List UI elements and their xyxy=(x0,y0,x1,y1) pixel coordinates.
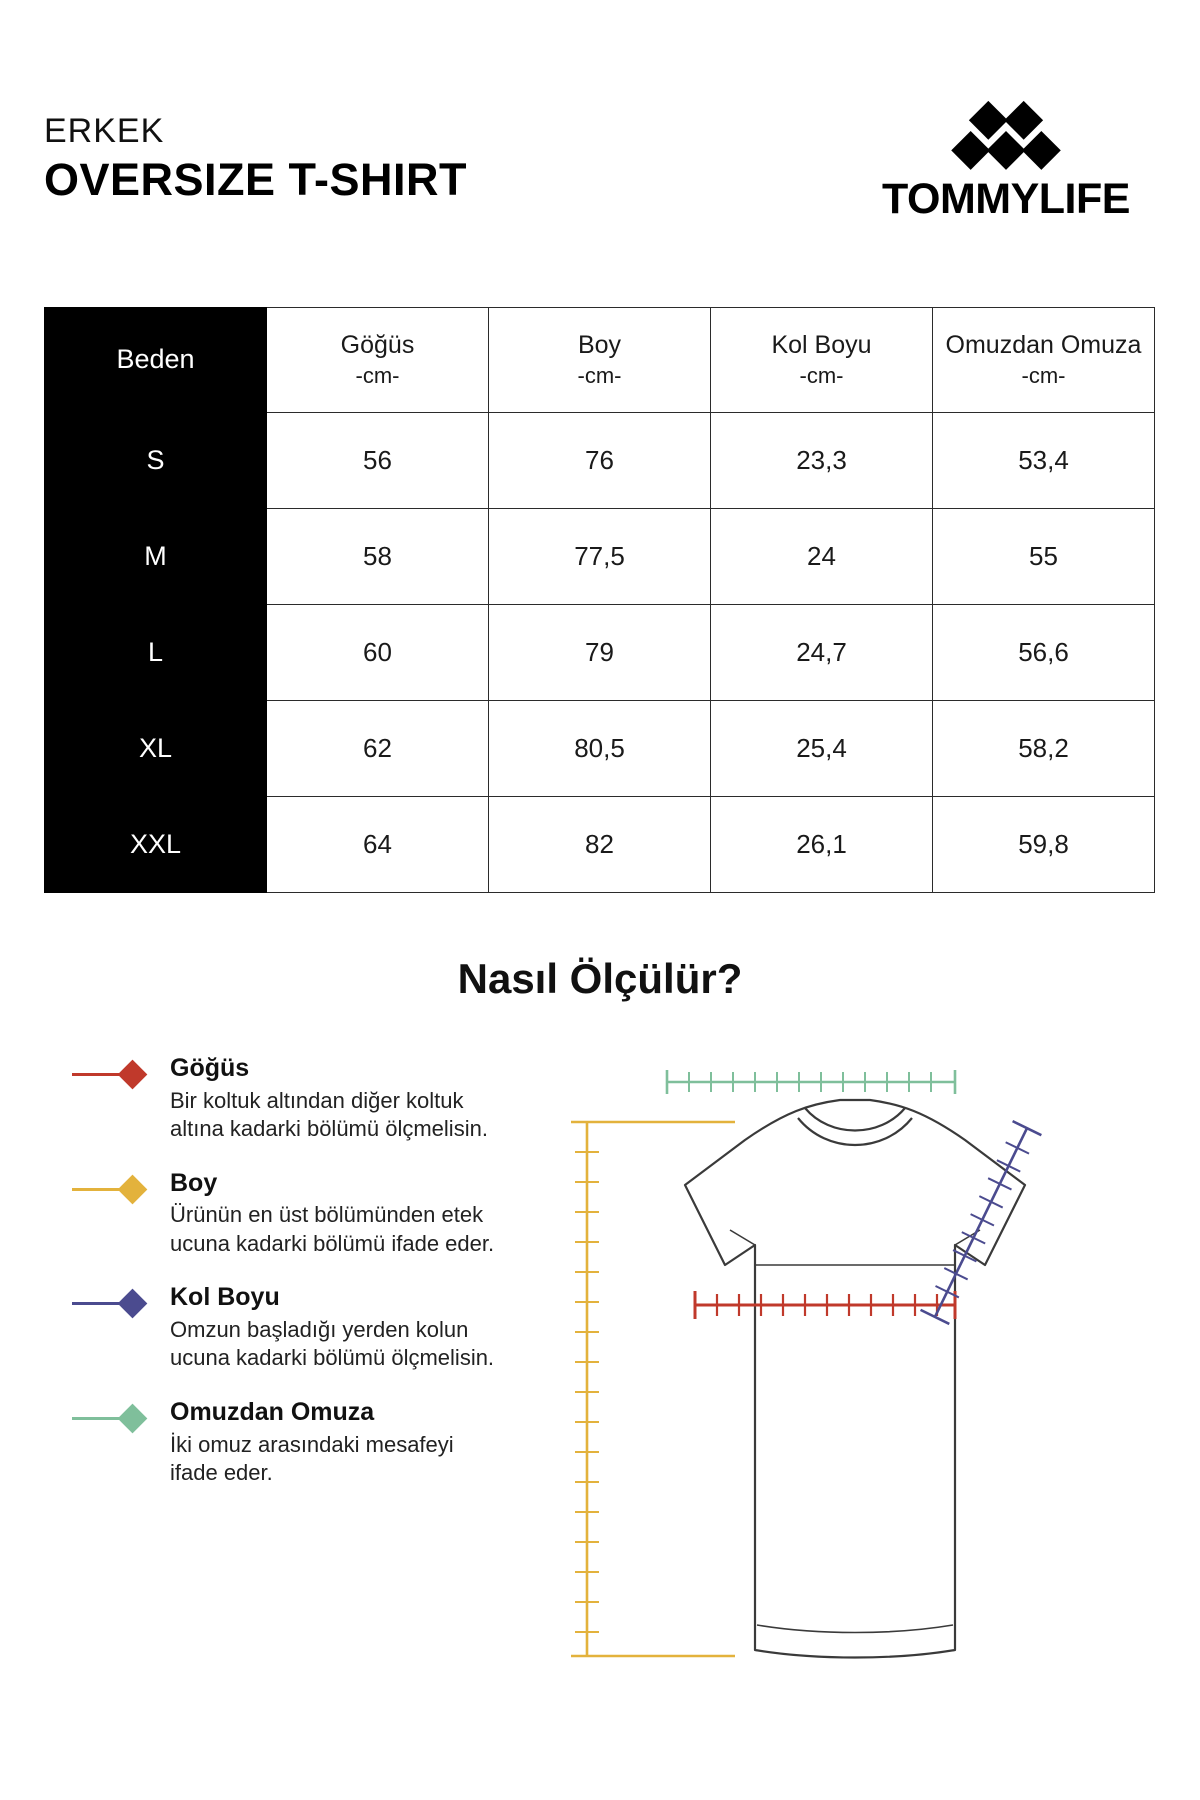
column-header-chest-unit: -cm- xyxy=(355,362,400,388)
cell-sleeve: 23,3 xyxy=(711,413,933,509)
column-header-length-label: Boy xyxy=(577,331,622,360)
cell-chest: 56 xyxy=(267,413,489,509)
cell-shoulder: 59,8 xyxy=(933,797,1155,893)
diamond-logo-icon xyxy=(856,100,1156,172)
legend-item-sleeve xyxy=(72,1284,502,1373)
column-header-sleeve-label: Kol Boyu xyxy=(771,331,872,360)
legend-item-chest xyxy=(72,1055,502,1144)
legend-desc-chest: Bir koltuk altından diğer koltuk altına kadarki bölümü ölçmelisin. xyxy=(170,1087,488,1142)
legend-desc-shoulder: İki omuz arasındaki mesafeyi ifade eder. xyxy=(170,1431,454,1486)
legend-item-length xyxy=(72,1170,502,1259)
shoulder-marker-icon xyxy=(72,1408,160,1430)
cell-length: 77,5 xyxy=(489,509,711,605)
cell-size: M xyxy=(45,509,267,605)
legend-label-chest: Göğüs xyxy=(170,1054,250,1082)
column-header-shoulder-label: Omuzdan Omuza xyxy=(945,331,1142,360)
cell-sleeve: 24 xyxy=(711,509,933,605)
table-row xyxy=(45,797,1155,893)
cell-chest: 64 xyxy=(267,797,489,893)
length-marker-icon xyxy=(72,1179,160,1201)
cell-size: S xyxy=(45,413,267,509)
cell-shoulder: 58,2 xyxy=(933,701,1155,797)
title-block xyxy=(44,114,467,203)
brand-name: TOMMYLIFE xyxy=(882,175,1130,223)
cell-length: 76 xyxy=(489,413,711,509)
cell-sleeve: 26,1 xyxy=(711,797,933,893)
column-header-shoulder-unit: -cm- xyxy=(1021,362,1066,388)
cell-size: XXL xyxy=(45,797,267,893)
chest-marker-icon xyxy=(72,1064,160,1086)
column-header-shoulder xyxy=(933,308,1155,413)
table-row xyxy=(45,413,1155,509)
legend-item-shoulder xyxy=(72,1399,502,1488)
cell-sleeve: 25,4 xyxy=(711,701,933,797)
page-title: OVERSIZE T-SHIRT xyxy=(44,154,468,205)
table-header-row xyxy=(45,308,1155,413)
table-header xyxy=(45,308,1155,413)
table-row xyxy=(45,509,1155,605)
measure-legend xyxy=(72,1055,502,1514)
column-header-chest xyxy=(267,308,489,413)
tshirt-measurement-diagram xyxy=(555,1060,1155,1720)
column-header-sleeve xyxy=(711,308,933,413)
column-header-size xyxy=(45,308,267,413)
column-header-length-unit: -cm- xyxy=(577,362,622,388)
sleeve-marker-icon xyxy=(72,1293,160,1315)
legend-desc-sleeve: Omzun başladığı yerden kolun ucuna kadarki bölümü ölçmelisin. xyxy=(170,1316,495,1371)
legend-label-shoulder: Omuzdan Omuza xyxy=(170,1398,375,1427)
legend-desc-length: Ürünün en üst bölümünden etek ucuna kadarki bölümü ifade eder. xyxy=(170,1202,495,1256)
table-row xyxy=(45,605,1155,701)
cell-size: XL xyxy=(45,701,267,797)
cell-shoulder: 53,4 xyxy=(933,413,1155,509)
brand-block xyxy=(856,100,1156,221)
cell-length: 80,5 xyxy=(489,701,711,797)
cell-length: 79 xyxy=(489,605,711,701)
cell-chest: 58 xyxy=(267,509,489,605)
legend-label-sleeve: Kol Boyu xyxy=(170,1283,280,1312)
column-header-sleeve-unit: -cm- xyxy=(799,362,844,388)
cell-size: L xyxy=(45,605,267,701)
header xyxy=(44,100,1156,250)
cell-length: 82 xyxy=(489,797,711,893)
cell-chest: 60 xyxy=(267,605,489,701)
column-header-chest-label: Göğüs xyxy=(340,331,415,360)
column-header-length xyxy=(489,308,711,413)
cell-sleeve: 24,7 xyxy=(711,605,933,701)
how-to-measure-title: Nasıl Ölçülür? xyxy=(457,955,743,1002)
cell-shoulder: 55 xyxy=(933,509,1155,605)
table-body xyxy=(45,413,1155,893)
legend-label-length: Boy xyxy=(170,1168,218,1197)
cell-shoulder: 56,6 xyxy=(933,605,1155,701)
cell-chest: 62 xyxy=(267,701,489,797)
table-row xyxy=(45,701,1155,797)
column-header-size-label: Beden xyxy=(116,344,195,375)
size-table xyxy=(44,307,1155,893)
category-label: ERKEK xyxy=(44,112,165,150)
